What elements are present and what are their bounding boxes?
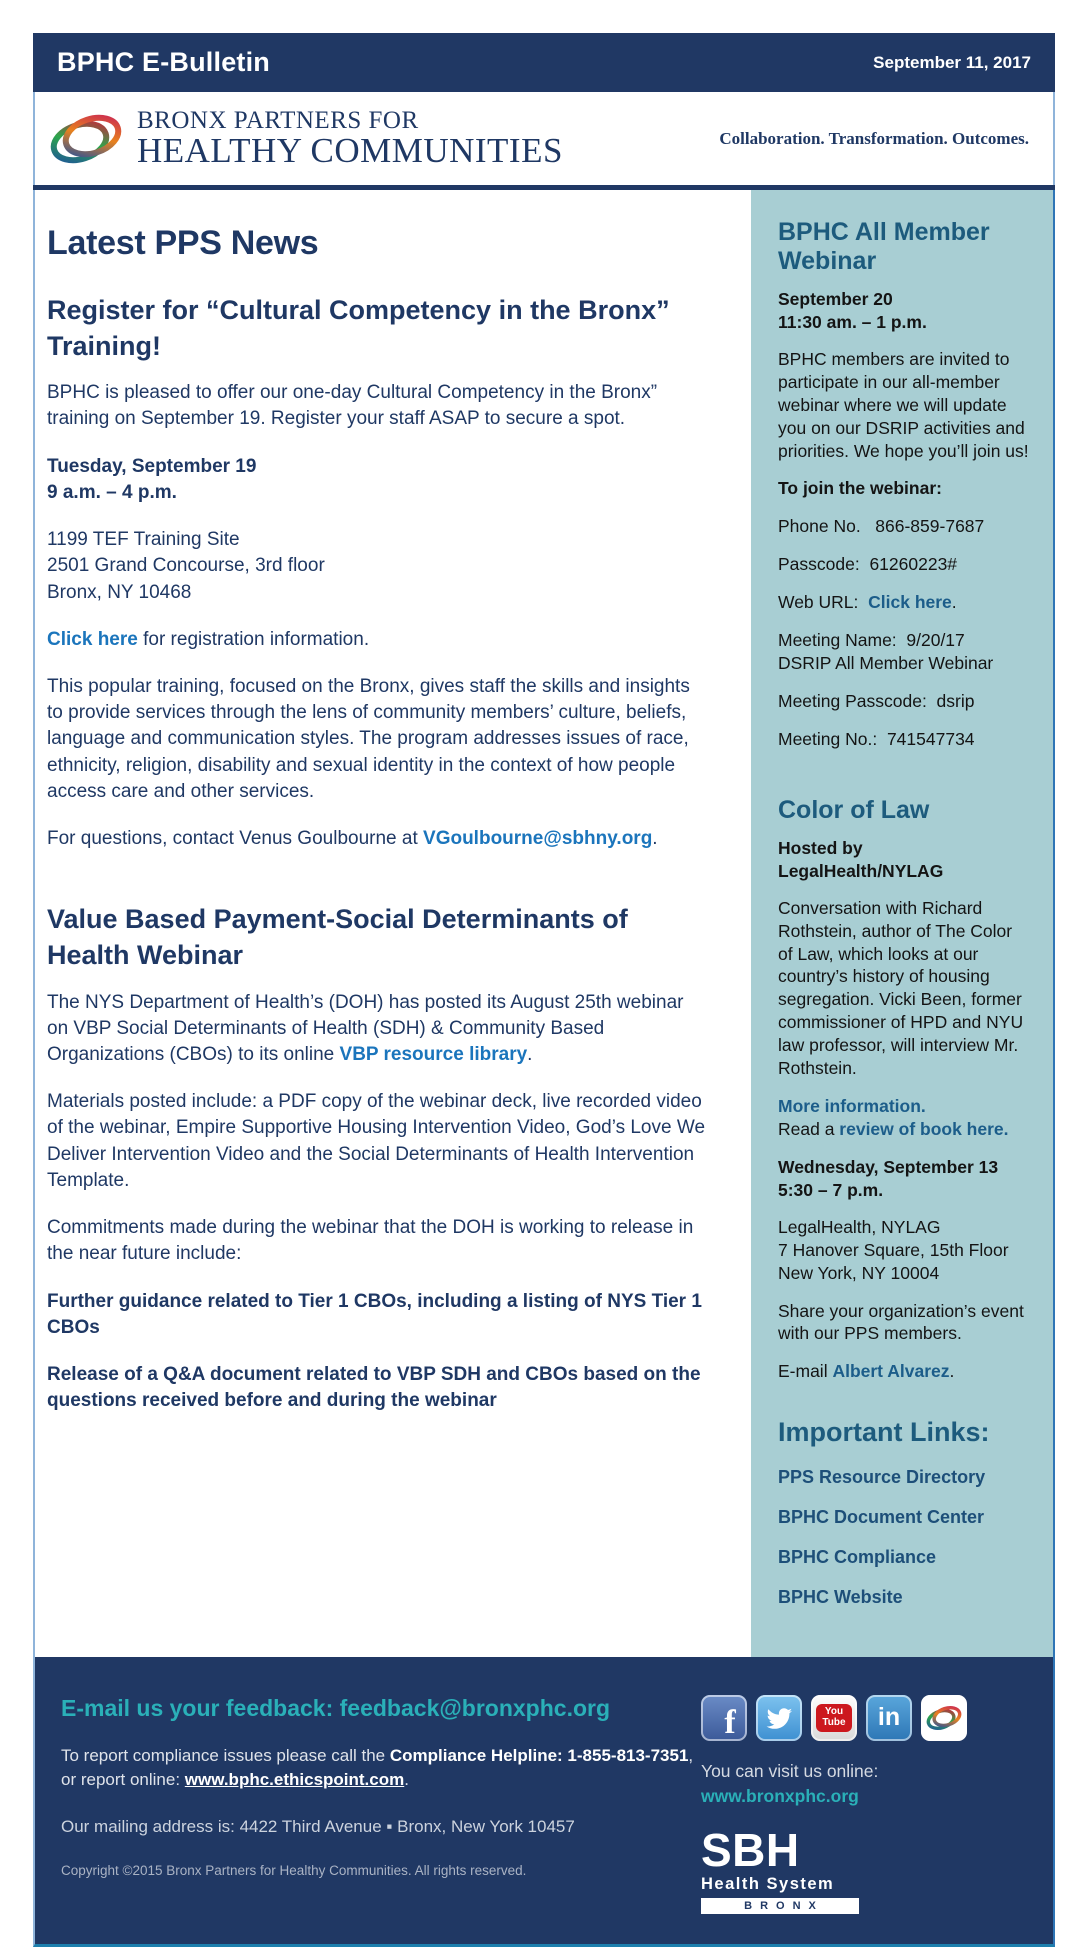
contact-line: For questions, contact Venus Goulbourne at VGoulbourne@sbhny.org. [47, 828, 658, 850]
event-venue: 1199 TEF Training Site 2501 Grand Concourse, 3rd floor Bronx, NY 10468 [47, 529, 325, 603]
copyright: Copyright ©2015 Bronx Partners for Healthy Communities. All rights reserved. [61, 1862, 527, 1878]
article-cultural-competency [47, 293, 723, 852]
mailing-address: Our mailing address is: 4422 Third Avenue ▪ Bronx, New York 10457 [61, 1816, 575, 1836]
compliance-line: or report online: www.bphc.ethicspoint.com. [61, 1770, 409, 1790]
brand-header [33, 92, 1055, 185]
section-title: Latest PPS News [47, 224, 319, 262]
visit-label: You can visit us online: [701, 1760, 879, 1781]
brand-name: BRONX PARTNERS FOR HEALTHY COMMUNITIES [137, 106, 563, 171]
brand-tagline: Collaboration. Transformation. Outcomes. [719, 128, 1029, 148]
link-bphc-website[interactable]: BPHC Website [778, 1586, 903, 1607]
vgoulbourne-email-link[interactable]: VGoulbourne@sbhny.org [423, 828, 653, 850]
article-title: Value Based Payment-Social Determinants of Health Webinar [47, 904, 628, 970]
sbh-logo: SBH Health System BRONX [701, 1829, 1033, 1915]
albert-alvarez-link[interactable]: Albert Alvarez [832, 1361, 950, 1382]
review-line: Read a review of book here. [778, 1118, 1009, 1139]
linkedin-icon[interactable]: in [866, 1695, 912, 1741]
more-information-link[interactable]: More information. [778, 1096, 926, 1117]
event-datetime: Wednesday, September 13 [778, 1156, 999, 1177]
compliance-line: To report compliance issues please call the Compliance Helpline: 1-855-813-7351, [61, 1745, 694, 1765]
paragraph: Commitments made during the webinar that the DOH is working to release in the near future include: [47, 1217, 694, 1265]
link-pps-resource-directory[interactable]: PPS Resource Directory [778, 1466, 986, 1487]
web-url-line: Web URL: Click here. [778, 592, 957, 613]
footer-left [61, 1681, 701, 1915]
sidebar-webinar: BPHC All Member Webinar September 20 11:30 am. – 1 p.m. BPHC members are invited to participate in our all-member webinar where we will update you on our DSRIP activities and priorities. We hope you’ll join us! To join the webinar: Phone No. 866-859-7687 Passcode: 61260223# Web URL: Click here. Meeting Name: 9/20/17 DSRIP All Member Webinar Meeting Passcode: dsrip Meeting No.: 741547734 [778, 218, 1029, 749]
more-info-line [778, 1095, 1029, 1118]
feedback-email-link[interactable]: feedback@bronxphc.org [339, 1694, 611, 1721]
bphc-swirl-icon [49, 109, 123, 169]
commitment-item: Further guidance related to Tier 1 CBOs, including a listing of NYS Tier 1 CBOs [47, 1290, 702, 1338]
sidebar-important-links [778, 1417, 1029, 1607]
book-review-link[interactable]: review of book here. [839, 1118, 1009, 1139]
webinar-url-link[interactable]: Click here [868, 592, 952, 613]
sidebar-heading: Important Links: [778, 1417, 990, 1448]
email-line: E-mail Albert Alvarez. [778, 1361, 955, 1382]
main-column [35, 190, 751, 1657]
footer-right [701, 1681, 1033, 1915]
bronxphc-website-link[interactable]: www.bronxphc.org [701, 1785, 859, 1806]
paragraph: The NYS Department of Health’s (DOH) has posted its August 25th webinar on VBP Social Determinants of Health (SDH) & Community Based Organizations (CBOs) to its online VBP resource library. [47, 991, 684, 1065]
meeting-passcode: Meeting Passcode: dsrip [778, 690, 975, 711]
event-datetime: Tuesday, September 19 9 a.m. – 4 p.m. [47, 455, 257, 503]
twitter-icon[interactable] [756, 1695, 802, 1741]
email-body [33, 33, 1055, 1947]
meeting-name: Meeting Name: 9/20/17 [778, 630, 965, 651]
paragraph: Share your organization’s event with our PPS members. [778, 1300, 1024, 1344]
link-bphc-document-center[interactable]: BPHC Document Center [778, 1506, 985, 1527]
paragraph: Materials posted include: a PDF copy of the webinar deck, live recorded video of the webinar, Empire Supportive Housing Intervention Video, God’s Love We Deliver Intervention Video and the Social Determinants of Health Intervention Template. [47, 1091, 706, 1191]
twitter-bird-glyph [764, 1703, 794, 1733]
registration-link[interactable]: Click here [47, 628, 138, 650]
footer [33, 1657, 1055, 1947]
article-title: Register for “Cultural Competency in the Bronx” Training! [47, 295, 670, 361]
paragraph: BPHC members are invited to participate in our all-member webinar where we will update you on our DSRIP activities and priorities. We hope you’ll join us! [778, 348, 1029, 461]
passcode: Passcode: 61260223# [778, 554, 958, 575]
newsletter-title: BPHC E-Bulletin [57, 47, 271, 77]
event-venue: LegalHealth, NYLAG [778, 1216, 941, 1237]
bphc-icon[interactable] [921, 1695, 967, 1741]
commitment-item: Release of a Q&A document related to VBP SDH and CBOs based on the questions received before and during the webinar [47, 1363, 701, 1412]
issue-date: September 11, 2017 [873, 52, 1031, 72]
registration-line: Click here for registration information. [47, 628, 370, 650]
phone-number: Phone No. 866-859-7687 [778, 516, 985, 537]
youtube-icon[interactable]: You Tube [811, 1695, 857, 1741]
sidebar-heading: Color of Law [778, 795, 930, 824]
sidebar-heading: BPHC All Member Webinar [778, 218, 990, 275]
paragraph: This popular training, focused on the Bronx, gives staff the skills and insights to provide services through the lens of community members’ culture, beliefs, language and communication styles. The program addresses issues of race, ethnicity, religion, disability and sexual identity in the context of how people access care and other services. [47, 676, 690, 802]
paragraph: Conversation with Richard Rothstein, author of The Color of Law, which looks at our country’s history of housing segregation. Vicki Been, former commissioner of HPD and NYU law professor, will interview Mr. Rothstein. [778, 897, 1024, 1079]
link-bphc-compliance[interactable]: BPHC Compliance [778, 1546, 937, 1567]
vbp-resource-library-link[interactable]: VBP resource library [339, 1044, 528, 1065]
meeting-number: Meeting No.: 741547734 [778, 728, 975, 749]
sidebar [751, 190, 1053, 1657]
join-label: To join the webinar: [778, 478, 942, 499]
article-vbp-webinar [47, 902, 723, 1414]
social-icons [701, 1695, 1033, 1741]
ethicspoint-link: www.bphc.ethicspoint.com [184, 1770, 405, 1790]
masthead-bar [33, 33, 1055, 92]
sidebar-color-of-law: Color of Law Hosted by LegalHealth/NYLAG Conversation with Richard Rothstein, author of The Color of Law, which looks at our country’s history of housing segregation. Vicki Been, former commissioner of HPD and NYU law professor, will interview Mr. Rothstein. More information. Read a review of book here. Wednesday, September 13 5:30 – 7 p.m. LegalHealth, NYLAG 7 Hanover Square, 15th Floor New York, NY 10004 Share your organization’s event with our PPS members. E-mail Albert Alvarez. [778, 796, 1029, 1383]
feedback-heading: E-mail us your feedback: feedback@bronxphc.org [61, 1694, 611, 1721]
facebook-icon[interactable]: f [701, 1695, 747, 1741]
paragraph: BPHC is pleased to offer our one-day Cultural Competency in the Bronx” training on September 19. Register your staff ASAP to secure a spot. [47, 382, 658, 430]
